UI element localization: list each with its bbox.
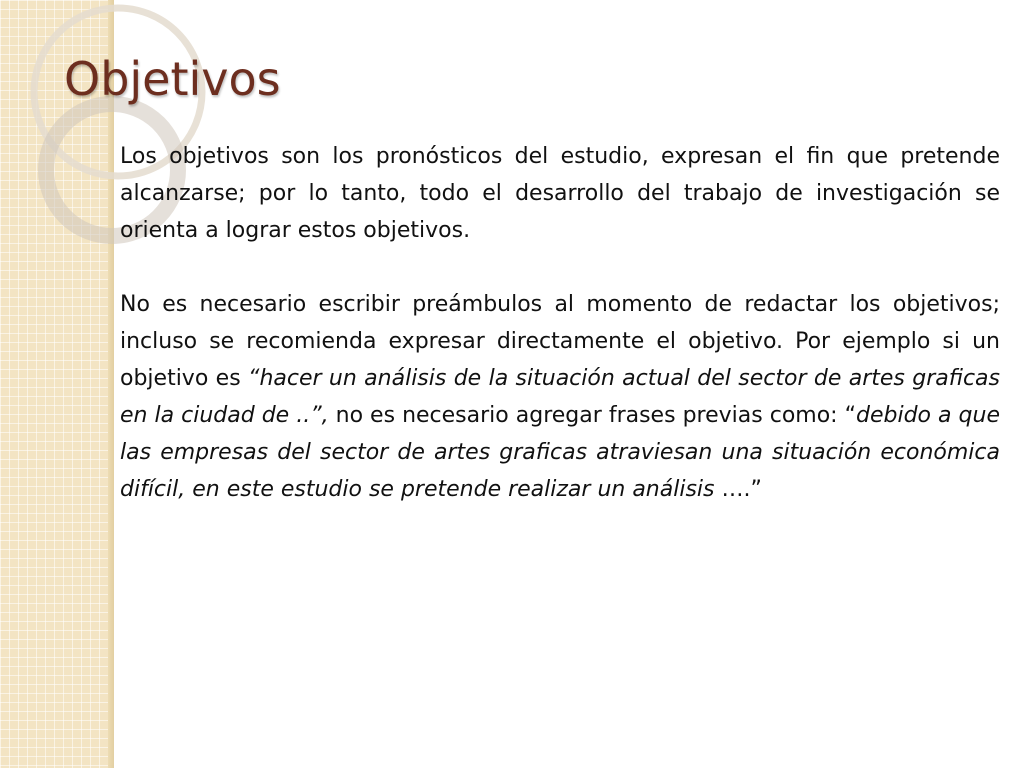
sidebar-edge [108,0,114,768]
example-text-3: ….” [714,477,762,502]
example-text-1: No es necesario escribir preámbulos al momento de redactar los objetivos; incluso se recomienda expresar directamente el objetivo. Por ejemplo si un objetivo es [120,292,1000,391]
paragraph-example [120,286,1000,508]
example-preamble-italic: debido a que las empresas del sector de artes graficas atraviesan una situación económica difícil, en este estudio se pretende realizar un análisis [120,403,1000,502]
example-text-2: no es necesario agregar frases previas como: “ [328,403,857,428]
paragraph-definition: Los objetivos son los pronósticos del estudio, expresan el fin que pretende alcanzarse; por lo tanto, todo el desarrollo del trabajo de investigación se orienta a lograr estos objetivos. [120,144,1000,243]
slide-body [120,138,1000,508]
slide-title: Objetivos [64,52,281,106]
example-quote-italic: “hacer un análisis de la situación actual del sector de artes graficas en la ciudad de ..”, [120,366,1000,428]
sidebar-pattern [0,0,114,768]
